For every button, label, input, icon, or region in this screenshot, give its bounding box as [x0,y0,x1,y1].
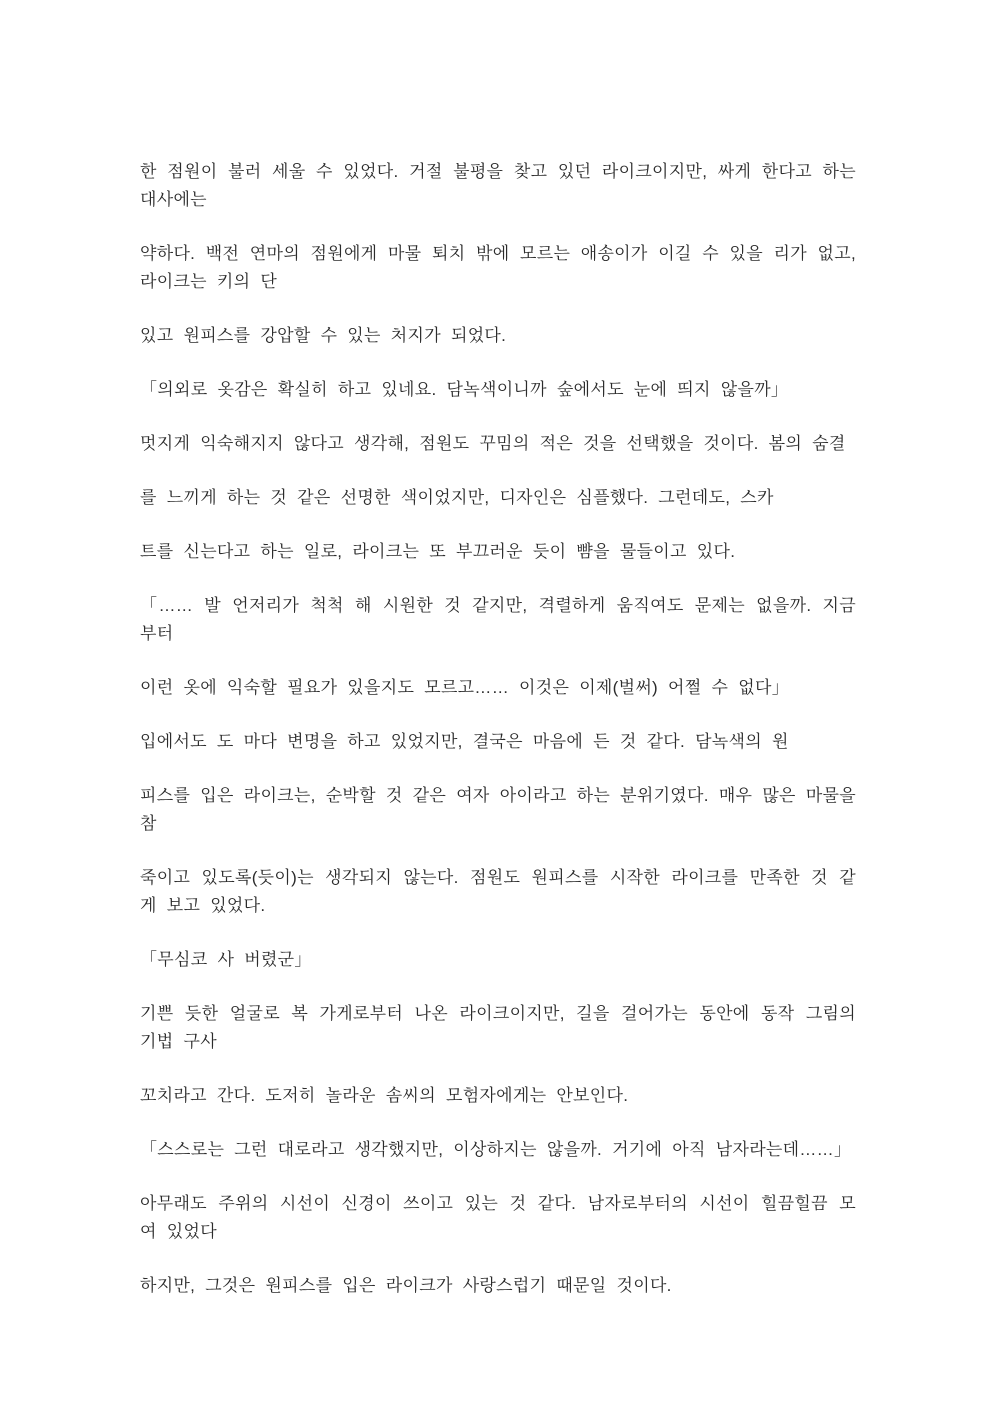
novel-paragraph: 기쁜 듯한 얼굴로 복 가게로부터 나온 라이크이지만, 길을 걸어가는 동안에 동작 그림의 기법 구사 [140,1004,856,1051]
novel-paragraph: 하지만, 그것은 원피스를 입은 라이크가 사랑스럽기 때문일 것이다. [140,1276,672,1295]
novel-paragraph: 한 점원이 불러 세울 수 있었다. 거절 불평을 찾고 있던 라이크이지만, 싸게 한다고 하는 대사에는 [140,162,856,209]
novel-paragraph: 트를 신는다고 하는 일로, 라이크는 또 부끄러운 듯이 뺨을 물들이고 있다. [140,542,736,561]
novel-paragraph-dialogue: 「…… 발 언저리가 척척 해 시원한 것 같지만, 격렬하게 움직여도 문제는 없을까. 지금부터 [140,596,856,643]
novel-paragraph: 죽이고 있도록(듯이)는 생각되지 않는다. 점원도 원피스를 시작한 라이크를 만족한 것 같게 보고 있었다. [140,868,856,915]
novel-paragraph: 입에서도 도 마다 변명을 하고 있었지만, 결국은 마음에 든 것 같다. 담녹색의 원 [140,732,789,751]
novel-paragraph-dialogue: 「의외로 옷감은 확실히 하고 있네요. 담녹색이니까 숲에서도 눈에 띄지 않을까」 [140,380,789,399]
novel-paragraph: 아무래도 주위의 시선이 신경이 쓰이고 있는 것 같다. 남자로부터의 시선이 힐끔힐끔 모여 있었다 [140,1194,856,1241]
novel-paragraph-dialogue: 「무심코 사 버렸군」 [140,950,312,969]
novel-paragraph: 꼬치라고 간다. 도저히 놀라운 솜씨의 모험자에게는 안보인다. [140,1086,629,1105]
novel-paragraph: 를 느끼게 하는 것 같은 선명한 색이었지만, 디자인은 심플했다. 그런데도, 스카 [140,488,774,507]
novel-paragraph-dialogue: 이런 옷에 익숙할 필요가 있을지도 모르고…… 이것은 이제(벌써) 어쩔 수 없다」 [140,678,789,697]
novel-paragraph: 피스를 입은 라이크는, 순박할 것 같은 여자 아이라고 하는 분위기였다. 매우 많은 마물을 참 [140,786,856,833]
novel-paragraph: 멋지게 익숙해지지 않다고 생각해, 점원도 꾸밈의 적은 것을 선택했을 것이다. 봄의 숨결 [140,434,846,453]
novel-paragraph: 약하다. 백전 연마의 점원에게 마물 퇴치 밖에 모르는 애송이가 이길 수 있을 리가 없고, 라이크는 키의 단 [140,244,856,291]
novel-paragraph: 있고 원피스를 강압할 수 있는 처지가 되었다. [140,326,507,345]
novel-paragraph-dialogue: 「스스로는 그런 대로라고 생각했지만, 이상하지는 않을까. 거기에 아직 남자라는데……」 [140,1140,852,1159]
